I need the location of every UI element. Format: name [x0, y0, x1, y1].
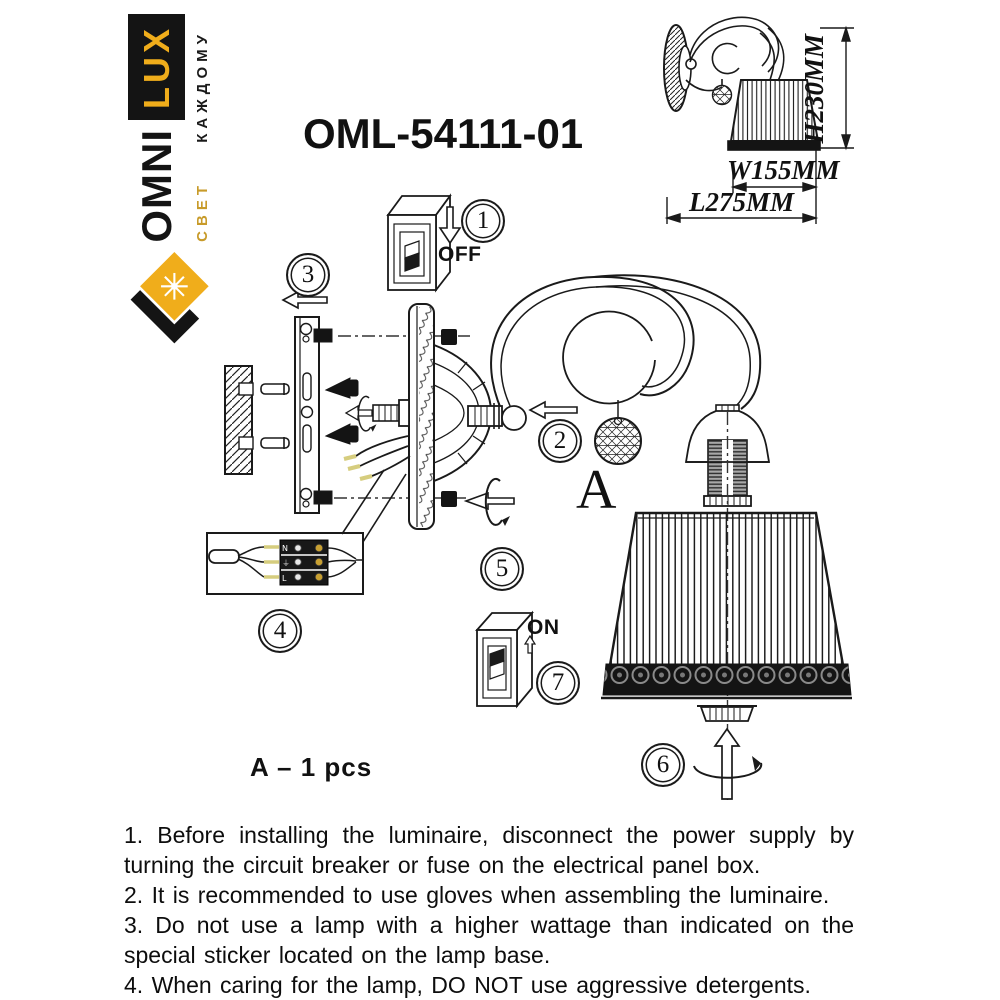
wall-plugs	[261, 383, 289, 449]
step-2-badge: 2	[538, 419, 582, 463]
mini-wall-plate	[664, 25, 696, 111]
instruction-item: 4. When caring for the lamp, DO NOT use aggressive detergents.	[124, 972, 811, 998]
parts-count-label: A – 1 pcs	[250, 752, 373, 782]
step-1-badge: 1	[461, 199, 505, 243]
step-4-badge: 4	[258, 609, 302, 653]
shade-ring-nut	[697, 706, 757, 721]
switch-off-label: OFF	[438, 243, 482, 266]
lamp-arm	[491, 275, 760, 420]
step-6-badge: 6	[641, 743, 685, 787]
dimension-height-label: H230MM	[799, 34, 829, 144]
brand-diamond-icon	[126, 252, 218, 352]
logo-lux-text: LUX	[135, 25, 177, 109]
arrow-left-icon	[466, 493, 514, 509]
instruction-item: 1. Before installing the luminaire, disconnect the power supply by turning the circuit breaker or fuse on the electrical panel box.	[124, 822, 854, 878]
arrow-left-icon	[530, 402, 577, 418]
terminal-label-live: L	[282, 574, 287, 583]
logo-omni	[128, 116, 185, 256]
switch-on-label: ON	[527, 616, 560, 639]
terminal-label-neutral: N	[282, 544, 288, 553]
mounting-bracket	[295, 317, 332, 513]
logo-lux-box	[128, 14, 185, 120]
step-3-badge: 3	[286, 253, 330, 297]
dimension-width-label: W155MM	[727, 155, 840, 185]
model-title: OML-54111-01	[303, 110, 584, 157]
threaded-pipe	[373, 400, 409, 426]
terminal-label-earth: ⏚	[282, 559, 290, 568]
lampshade	[601, 513, 852, 698]
tighten-ring-icons	[694, 729, 761, 799]
arm-connector	[468, 403, 526, 430]
logo-omni-text: OMNI	[132, 129, 180, 243]
crystal-ball	[595, 400, 641, 464]
instruction-item: 3. Do not use a lamp with a higher wattage than indicated on the special sticker located on the lamp base.	[124, 912, 854, 968]
wall-section	[225, 366, 253, 474]
step-7-badge: 7	[536, 661, 580, 705]
instructions-list	[124, 820, 854, 1000]
terminal-block	[280, 540, 328, 585]
instruction-item: 2. It is recommended to use gloves when assembling the luminaire.	[124, 882, 830, 908]
dimension-length-label: L275MM	[689, 187, 795, 217]
mini-crystal-ball	[713, 79, 732, 105]
step-5-badge: 5	[480, 547, 524, 591]
arrow-up-icon	[715, 729, 739, 799]
logo-slogan-word2: КАЖДОМУ	[193, 29, 211, 143]
part-letter-label: A	[576, 459, 617, 521]
logo-slogan-word1: СВЕТ	[193, 180, 211, 242]
